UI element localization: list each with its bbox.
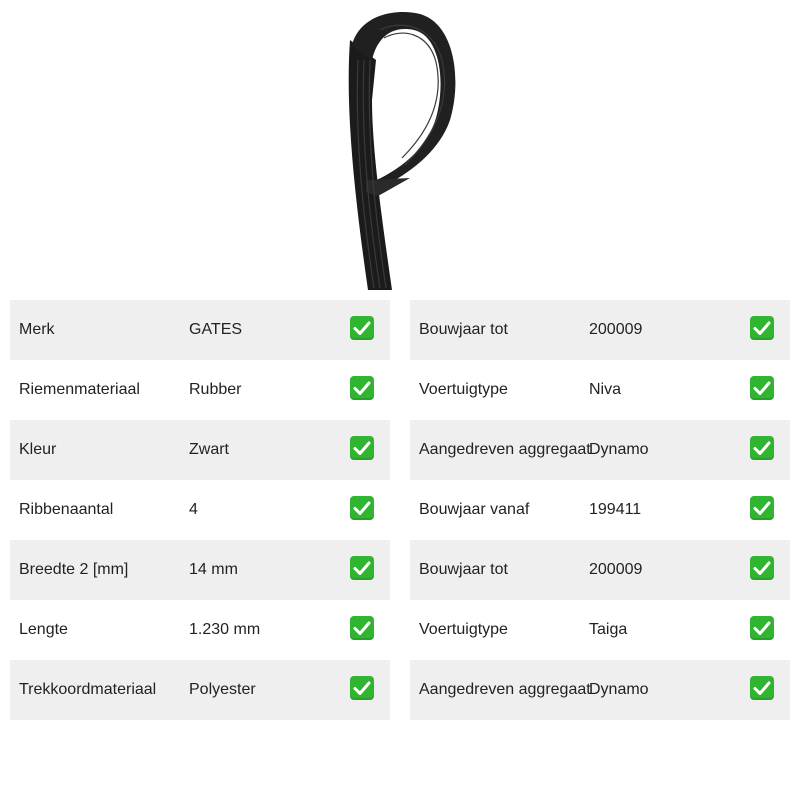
spec-value: Dynamo (589, 441, 649, 458)
spec-label: Lengte (19, 621, 68, 638)
spec-label: Breedte 2 [mm] (19, 561, 129, 578)
spec-value: Dynamo (589, 681, 649, 698)
spec-row (410, 300, 790, 360)
spec-label: Riemenmateriaal (19, 381, 140, 398)
spec-row (410, 660, 790, 720)
spec-row (10, 420, 390, 480)
check-icon (750, 676, 774, 700)
spec-row (410, 420, 790, 480)
spec-value: 200009 (589, 321, 643, 338)
specs-table-right (410, 300, 790, 720)
spec-row (10, 300, 390, 360)
spec-row (10, 540, 390, 600)
spec-value: Rubber (189, 381, 242, 398)
spec-label: Bouwjaar tot (419, 321, 508, 338)
spec-label: Bouwjaar tot (419, 561, 508, 578)
spec-label: Ribbenaantal (19, 501, 114, 518)
spec-value: 1.230 mm (189, 621, 261, 638)
spec-value: 199411 (589, 501, 642, 518)
spec-row (10, 600, 390, 660)
spec-label: Trekkoordmateriaal (19, 681, 157, 698)
spec-value: Polyester (189, 681, 256, 698)
spec-label: Kleur (19, 441, 57, 458)
spec-label: Aangedreven aggregaat (419, 441, 591, 458)
spec-label: Voertuigtype (419, 621, 508, 638)
check-icon (350, 436, 374, 460)
spec-value: Niva (589, 381, 622, 398)
check-icon (350, 616, 374, 640)
specs-table-left (10, 300, 390, 720)
spec-row (410, 480, 790, 540)
check-icon (750, 376, 774, 400)
spec-row (10, 360, 390, 420)
spec-value: 200009 (589, 561, 643, 578)
spec-value: 4 (189, 501, 198, 518)
spec-row (410, 600, 790, 660)
check-icon (750, 436, 774, 460)
check-icon (750, 316, 774, 340)
check-icon (750, 616, 774, 640)
belt-product-image (320, 0, 480, 290)
spec-label: Merk (19, 321, 55, 338)
spec-value: Zwart (189, 441, 229, 458)
spec-value: Taiga (589, 621, 628, 638)
check-icon (350, 376, 374, 400)
spec-label: Voertuigtype (419, 381, 508, 398)
check-icon (750, 556, 774, 580)
spec-row (10, 480, 390, 540)
check-icon (350, 676, 374, 700)
spec-row (10, 660, 390, 720)
check-icon (350, 556, 374, 580)
spec-value: GATES (189, 321, 243, 338)
spec-row (410, 360, 790, 420)
spec-row (410, 540, 790, 600)
check-icon (350, 316, 374, 340)
check-icon (350, 496, 374, 520)
check-icon (750, 496, 774, 520)
spec-label: Bouwjaar vanaf (419, 501, 530, 518)
spec-label: Aangedreven aggregaat (419, 681, 591, 698)
spec-value: 14 mm (189, 561, 238, 578)
